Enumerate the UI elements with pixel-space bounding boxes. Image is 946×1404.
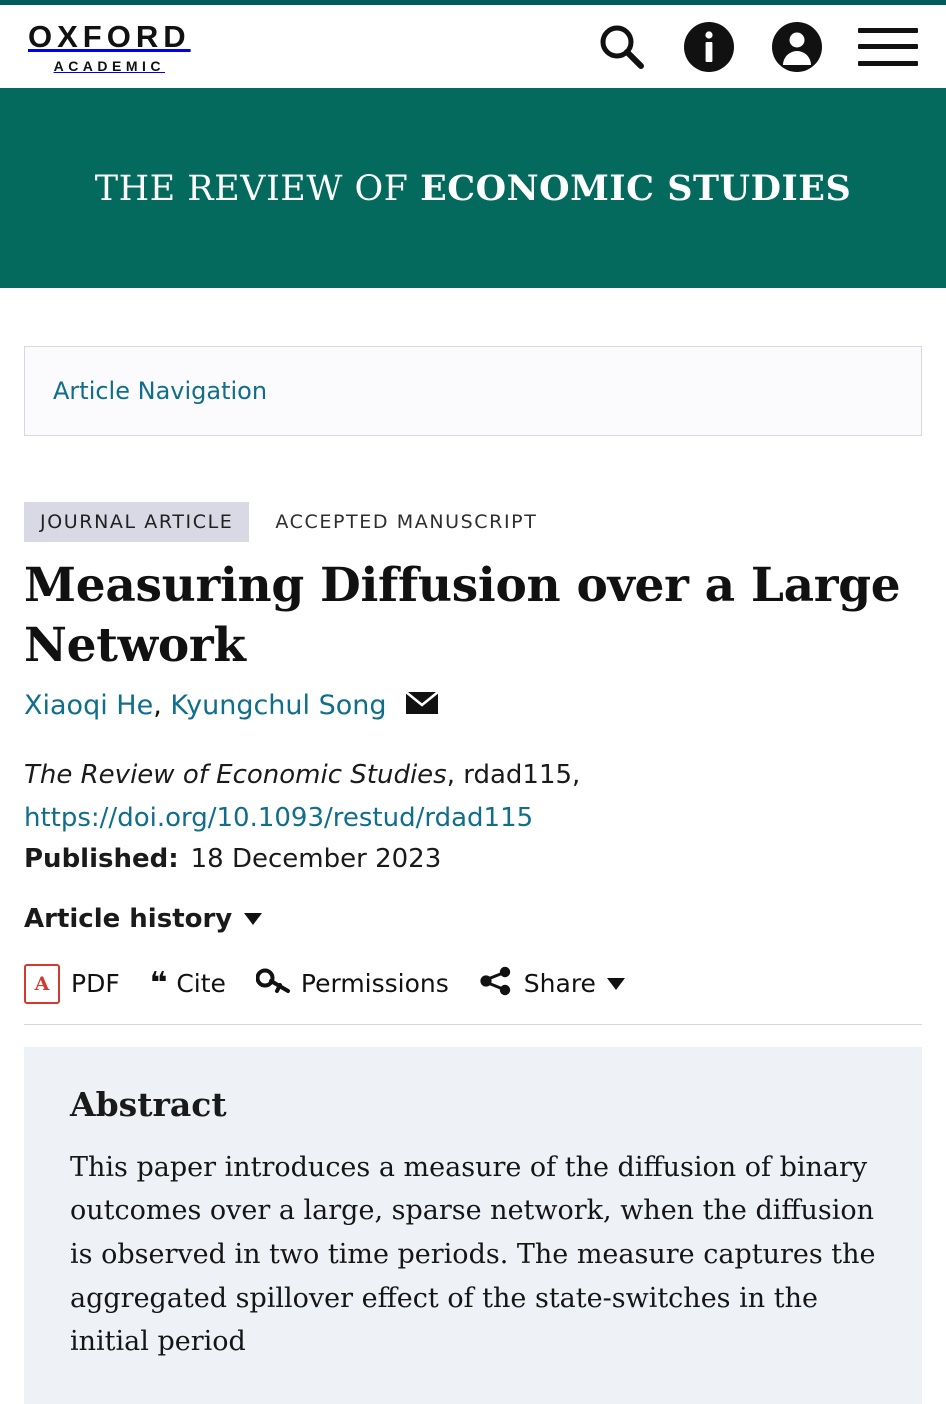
abstract-text: This paper introduces a measure of the diffusion of binary outcomes over a large, sparse network, when the diffusion is observed in two time periods. The measure captures the aggregated spillover effect of the state-switches in the initial period — [70, 1151, 876, 1358]
chevron-down-icon — [244, 913, 262, 925]
journal-title-main: ECONOMIC STUDIES — [420, 167, 852, 209]
article-history-label: Article history — [24, 903, 233, 934]
share-label: Share — [523, 969, 596, 999]
citation-volume-info: , rdad115, — [446, 759, 581, 790]
author-separator: , — [153, 690, 171, 722]
author-link-1[interactable]: Xiaoqi He — [24, 690, 154, 722]
published-label: Published: — [24, 843, 179, 874]
citation-journal-name: The Review of Economic Studies — [24, 759, 447, 790]
author-link-2[interactable]: Kyungchul Song — [170, 690, 387, 722]
journal-title — [95, 168, 852, 209]
share-chevron-down-icon — [607, 978, 625, 990]
share-button[interactable] — [479, 966, 625, 1002]
article-navigation-label[interactable]: Article Navigation — [53, 377, 268, 405]
permissions-button[interactable] — [256, 967, 449, 1001]
pdf-button[interactable] — [24, 964, 120, 1004]
permissions-label: Permissions — [300, 969, 449, 999]
search-icon[interactable] — [594, 20, 648, 74]
published-row — [24, 844, 922, 874]
info-icon[interactable] — [682, 20, 736, 74]
journal-banner — [0, 88, 946, 288]
header-icon-group — [594, 20, 924, 74]
published-date: 18 December 2023 — [190, 843, 442, 874]
article-tools-row — [24, 964, 922, 1025]
badge-accepted-manuscript: ACCEPTED MANUSCRIPT — [275, 511, 538, 533]
envelope-icon[interactable] — [405, 688, 439, 726]
page-title: Measuring Diffusion over a Large Network — [24, 558, 901, 673]
brand-name: OXFORD — [28, 18, 191, 54]
author-list — [24, 687, 922, 725]
key-icon — [256, 967, 290, 1001]
citation-line — [24, 754, 922, 840]
account-icon[interactable] — [770, 20, 824, 74]
abstract-section — [24, 1047, 922, 1404]
oxford-academic-logo[interactable] — [28, 18, 191, 74]
journal-title-prefix: THE REVIEW OF — [94, 168, 421, 209]
article-history-toggle[interactable] — [24, 904, 262, 934]
badge-journal-article: JOURNAL ARTICLE — [24, 502, 249, 542]
quote-icon: ❝ — [149, 965, 166, 1001]
site-header — [0, 0, 946, 88]
abstract-heading: Abstract — [70, 1084, 227, 1124]
article-label-row — [24, 502, 922, 542]
main-content — [0, 346, 946, 1404]
share-icon — [479, 966, 513, 1002]
doi-link[interactable]: https://doi.org/10.1093/restud/rdad115 — [24, 802, 534, 833]
pdf-icon: A — [24, 964, 60, 1004]
article-navigation-bar[interactable] — [24, 346, 922, 436]
brand-subtitle: ACADEMIC — [53, 57, 166, 74]
hamburger-menu-icon[interactable] — [858, 28, 918, 66]
cite-label: Cite — [176, 969, 226, 999]
pdf-label: PDF — [71, 969, 120, 999]
cite-button[interactable] — [149, 965, 226, 1001]
